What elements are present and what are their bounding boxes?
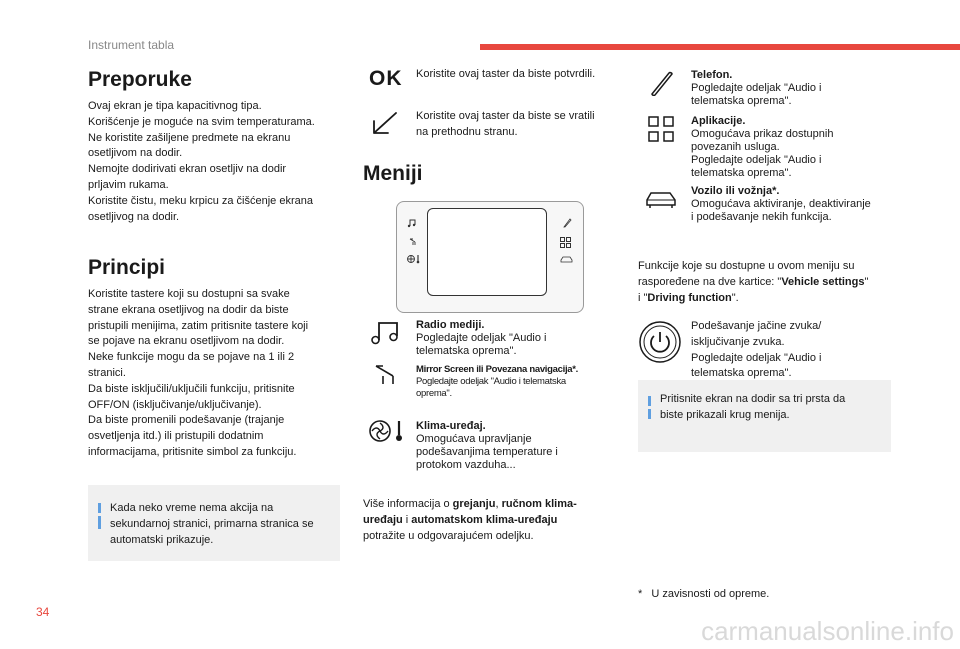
principi-heading: Principi [88,256,166,279]
power-volume-knob-icon [638,320,682,364]
telefon-menu-item [691,69,891,108]
vozilo-menu-item [691,185,901,224]
vehicle-settings-tab-label: Vehicle settings [781,275,865,288]
preporuke-line: Korišćenje je moguće na svim temperaturama. [88,115,315,128]
radio-line: Pogledajte odeljak "Audio i [416,332,547,344]
ok-icon: OK [369,67,403,90]
principi-line: Da biste promenili podešavanje (trajanje [88,414,285,427]
radio-music-icon [370,319,400,345]
telefon-title: Telefon. [691,69,733,81]
header-accent-bar [480,44,960,50]
info-bar-bottom [648,409,651,419]
aplikacije-line: povezanih usluga. [691,141,780,153]
vozilo-title: Vozilo ili vožnja*. [691,185,780,197]
mirror-navigation-icon [409,238,417,246]
preporuke-body [88,99,343,225]
more-info-bold: uređaju [363,513,403,526]
info-note-box [88,485,340,561]
footnote-marker: * [638,588,643,600]
phone-handset-icon [648,70,674,96]
preporuke-line: Ne koristite zašiljene predmete na ekranu [88,131,291,144]
volume-line: Podešavanje jačine zvuka/ [691,320,822,332]
meniji-heading: Meniji [363,162,423,185]
volume-line: isključivanje zvuka. [691,335,785,348]
more-info-bold: ručnom klima- [501,498,577,510]
info-note-box-2 [638,380,891,452]
back-description [416,109,621,141]
info-note-text [660,392,888,424]
principi-body [88,287,343,461]
mirror-screen-icon [374,364,398,386]
volume-line: Pogledajte odeljak "Audio i [691,351,822,364]
preporuke-line: prljavim rukama. [88,178,169,191]
info-bar-top [98,503,101,513]
footnote-text: U zavisnosti od opreme. [651,588,770,600]
vozilo-line: Omogućava aktiviranje, deaktiviranje [691,198,871,210]
back-arrow-icon [370,111,398,135]
music-note-icon [407,218,417,228]
fan-temperature-icon [407,254,421,264]
funkcije-text: ". [731,291,739,304]
mirror-title: Mirror Screen ili Povezana navigacija*. [416,364,579,375]
principi-line: Koristite tastere koji su dostupni sa svake [88,288,290,300]
aplikacije-line: telematska oprema". [691,167,792,179]
preporuke-heading: Preporuke [88,68,192,91]
klima-menu-item [416,420,616,472]
ok-description: Koristite ovaj taster da biste potvrdili. [416,68,596,80]
back-line: Koristite ovaj taster da biste se vratili [416,110,595,122]
klima-line: Omogućava upravljanje [416,433,532,445]
klima-line: protokom vazduha... [416,459,516,471]
funkcije-paragraph [638,259,903,306]
vehicle-icon [560,256,573,264]
klima-line: podešavanjima temperature i [416,446,558,458]
phone-icon [562,218,572,228]
klima-title: Klima-uređaj. [416,420,486,432]
more-info-text: potražite u odgovarajućem odeljku. [363,529,534,542]
screen-display [427,208,547,296]
funkcije-text: " [864,275,869,288]
mirror-line: Pogledajte odeljak "Audio i telematska [416,376,566,387]
funkcije-text: raspoređene na dve kartice: " [638,275,782,288]
climate-fan-icon [368,418,408,444]
page-number: 34 [36,605,50,619]
info-note-text [110,501,338,548]
mirror-line: oprema". [416,388,452,399]
more-info-paragraph [363,497,613,544]
funkcije-text: i " [638,291,648,304]
apps-grid-icon [560,237,571,248]
more-info-bold: automatskom klima-uređaju [411,513,558,526]
radio-line: telematska oprema". [416,345,517,357]
radio-menu-item [416,319,616,358]
preporuke-line: Ovaj ekran je tipa kapacitivnog tipa. [88,100,262,112]
principi-line: osvetljenja itd.) ili pristupili dodatnim [88,430,264,443]
note-line: sekundarnoj stranici, primarna stranica se [110,517,314,530]
back-line: na prethodnu stranu. [416,125,518,138]
funkcije-line: Funkcije koje su dostupne u ovom meniju su [638,260,855,272]
principi-line: informacijama, pritisnite simbol za funkciju. [88,445,297,458]
info-bar-top [648,396,651,406]
radio-title: Radio mediji. [416,319,485,331]
more-info-text: , [495,498,502,510]
principi-line: OFF/ON (isključivanje/uključivanje). [88,398,262,411]
note-line: Pritisnite ekran na dodir sa tri prsta da [660,393,846,405]
touchscreen-illustration [396,201,584,313]
more-info-text: Više informacija o [363,498,453,510]
telefon-line: telematska oprema". [691,95,792,107]
vozilo-line: i podešavanje nekih funkcija. [691,211,832,223]
aplikacije-line: Pogledajte odeljak "Audio i [691,154,822,166]
footnote [638,588,769,600]
driving-function-tab-label: Driving function [647,291,732,304]
preporuke-line: Nemojte dodirivati ekran osetljiv na dodir [88,163,287,176]
principi-line: strane ekrana osetljivog na dodir da biste [88,303,289,316]
vehicle-car-icon [645,190,677,210]
more-info-bold: grejanju [452,498,496,510]
volume-description [691,319,891,382]
note-line: biste prikazali krug menija. [660,408,790,421]
aplikacije-menu-item [691,115,891,180]
info-bar-bottom [98,516,101,529]
note-line: Kada neko vreme nema akcija na [110,502,274,514]
telefon-line: Pogledajte odeljak "Audio i [691,82,822,94]
preporuke-line: Koristite čistu, meku krpicu za čišćenje ekrana [88,194,313,207]
apps-grid-large-icon [648,116,674,142]
aplikacije-line: Omogućava prikaz dostupnih [691,128,834,140]
preporuke-line: osetljivog na dodir. [88,210,180,223]
principi-line: se pojave na ekranu osetljivom na dodir. [88,335,285,348]
preporuke-line: osetljivom na dodir. [88,147,183,160]
note-line: automatski prikazuje. [110,533,214,546]
principi-line: pristupili menijima, zatim pritisnite tastere koji [88,319,309,332]
mirror-menu-item [416,364,621,400]
more-info-text: i [402,513,412,526]
principi-line: Da biste isključili/uključili funkciju, pritisnite [88,382,295,395]
section-header-label: Instrument tabla [88,38,175,52]
watermark: carmanualsonline.info [701,616,954,646]
volume-line: telematska oprema". [691,367,792,380]
principi-line: Neke funkcije mogu da se pojave na 1 ili 2 [88,351,295,364]
aplikacije-title: Aplikacije. [691,115,746,127]
principi-line: stranici. [88,366,126,379]
